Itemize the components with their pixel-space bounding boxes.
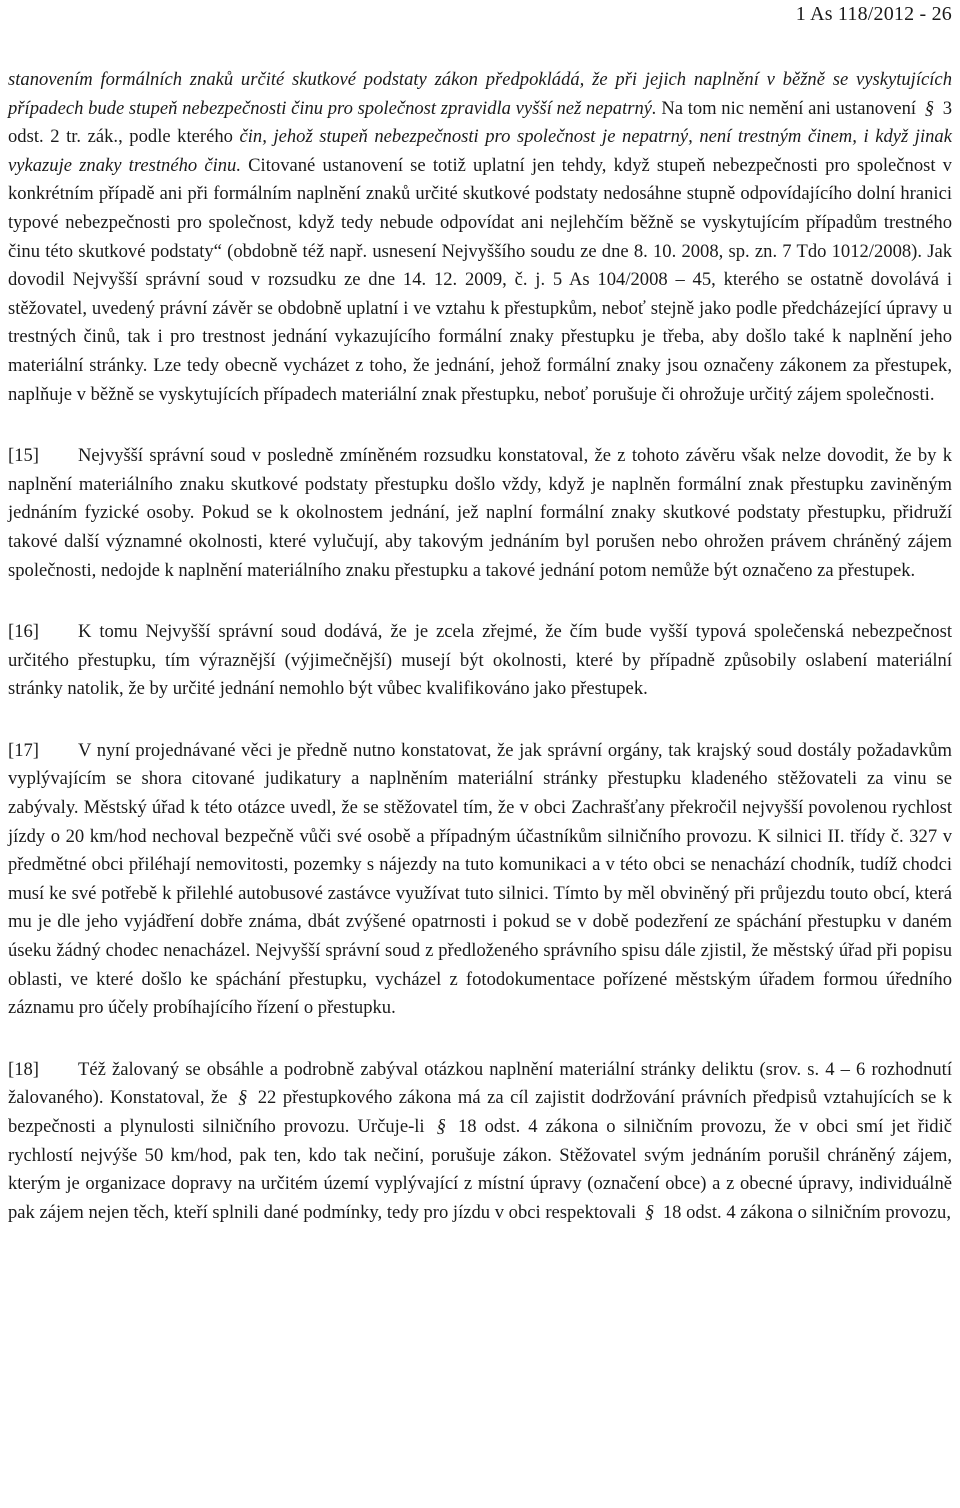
paragraph-text: 18 odst. 4 zákona o silničním provozu, [658, 1201, 951, 1223]
paragraph-text: Nejvyšší správní soud v posledně zmíněném rozsudku konstatoval, že z tohoto závěru však nelze dovodit, že by k naplnění materiálního znaku skutkové podstaty přestupku došlo vždy, když je naplněn formální znak přestupku zaviněným jednáním fyzické osoby. Pokud se k okolnostem jednání, jež naplní formální znaky skutkové podstaty přestupku, přidruží takové další významné okolnosti, které vylučují, aby takovým jednáním byl porušen nebo ohrožen právem chráněný zájem společnosti, nedojde k naplnění materiálního znaku přestupku a takové jednání potom nemůže být označeno za přestupek. [8, 445, 952, 581]
page-reference: 1 As 118/2012 - 26 [795, 3, 952, 25]
paragraph-text: 22 přestupkového zákona má za cíl zajistit dodržování právních předpisů vztahujících se k bezpečnosti a plynulosti silničního provozu. Určuje-li [8, 1087, 952, 1137]
paragraph-15 [8, 442, 952, 585]
paragraph-18 [8, 1056, 952, 1228]
paragraph-text: Citované ustanovení se totiž uplatní jen tehdy, když stupeň nebezpečnosti pro společnost v konkrétním případě ani při formálním naplnění znaků určité skutkové podstaty nedosáhne stupně odpovídajícího dolní hranici typové nebezpečnosti pro společnost, když tedy nebude odpovídat ani nejlehčím běžně se vyskytujícím případům trestného činu této skutkové podstaty“ (obdobně též např. usnesení Nejvyššího soudu ze dne 8. 10. 2008, sp. zn. 7 Tdo 1012/2008). Jak dovodil Nejvyšší správní soud v rozsudku ze dne 14. 12. 2009, č. j. 5 As 104/2008 – 45, kterého se ostatně dovolává i stěžovatel, uvedený právní závěr se obdobně uplatní i ve vztahu k přestupkům, neboť stejně jako podle předcházející úpravy u trestných činů, tak i pro trestnost jednání vykazujícího formální znaky přestupku je třeba, aby došlo také k naplnění jeho materiální stránky. Lze tedy obecně vycházet z toho, že jednání, jehož formální znaky jsou označeny zákonem za přestupek, naplňuje v běžně se vyskytujících případech materiální znak přestupku, neboť porušuje či ohrožuje určitý zájem společnosti. [8, 154, 952, 405]
paragraph-text: Na tom nic nemění ani ustanovení [656, 97, 921, 119]
paragraph-text: K tomu Nejvyšší správní soud dodává, že je zcela zřejmé, že čím bude vyšší typová společenská nebezpečnost určitého přestupku, tím výraznější (výjimečnější) musejí být okolnosti, které by případně způsobily oslabení materiální stránky natolik, že by určité jednání nemohlo být vůbec kvalifikováno jako přestupek. [8, 621, 952, 700]
section-symbol: § [436, 1116, 446, 1137]
paragraph-text: 3 odst. 2 tr. zák., podle kterého [8, 97, 953, 148]
paragraph-text: V nyní projednávané věci je předně nutno konstatovat, že jak správní orgány, tak krajský soud dostály požadavkům vyplývajícím se shora citované judikatury a naplněním materiální stránky přestupku kladeného stěžovateli za vinu se zabývaly. Městský úřad k této otázce uvedl, že se stěžovatel tím, že v obci Zachrašťany překročil nejvyšší povolenou rychlost jízdy o 20 km/hod nechoval bezpečně vůči své osobě a případným účastníkům silničního provozu. K silnici II. třídy č. 327 v předmětné obci přiléhají nemovitosti, pozemky s nájezdy na tuto komunikaci a v této obci se nenachází chodník, tudíž chodci musí ke své potřebě k přilehlé autobusové zastávce využívat tuto silnici. Tímto by měl obviněný při průjezdu touto obcí, která mu je dle jeho vyjádření dobře známa, dbát zvýšené opatrnosti i pokud se v době podezření ze spáchání přestupku v daném úseku žádný chodec nenacházel. Nejvyšší správní soud z předloženého správního spisu dále zjistil, že městský úřad při popisu oblasti, ve které došlo ke spáchání přestupku, vycházel z fotodokumentace pořízené městským úřadem formou úředního záznamu pro účely probíhajícího řízení o přestupku. [8, 739, 952, 1019]
paragraph-16 [8, 618, 952, 704]
paragraph-text: 18 odst. 4 zákona o silničním provozu, že v obci smí jet řidič rychlostí nejvýše 50 km/hod, pak ten, kdo tak nečiní, porušuje zákon. Stěžovatel svým jednáním porušil chráněný zájem, kterým je organizace dopravy na určitém území vyplývající z místní úpravy (označení obce) a z obecné úpravy, individuálně pak zájem nejen těch, kteří splnili dané podmínky, tedy pro jízdu v obci respektovali [8, 1116, 952, 1223]
paragraph-number: [17] [8, 739, 39, 761]
section-symbol: § [924, 97, 935, 119]
paragraph-number: [15] [8, 445, 39, 467]
paragraph-continuation [8, 66, 952, 409]
paragraph-number: [16] [8, 621, 39, 643]
quoted-italic-text: stanovením formálních znaků určité skutkové podstaty zákon předpokládá, že při jejich naplnění v běžně se vyskytujících případech bude stupeň nebezpečnosti činu pro společnost zpravidla vyšší než nepatrný. [8, 69, 952, 119]
paragraph-number: [18] [8, 1058, 39, 1080]
paragraph-text: Též žalovaný se obsáhle a podrobně zabýval otázkou naplnění materiální stránky deliktu (srov. s. 4 – 6 rozhodnutí žalovaného). Konstatoval, že [8, 1058, 952, 1109]
section-symbol: § [644, 1201, 655, 1223]
document-body [8, 66, 952, 1260]
quoted-italic-text: čin, jehož stupeň nebezpečnosti pro společnost je nepatrný, není trestným činem, i když jinak vykazuje znaky trestného činu. [8, 126, 952, 176]
paragraph-17 [8, 737, 952, 1023]
section-symbol: § [237, 1087, 248, 1109]
